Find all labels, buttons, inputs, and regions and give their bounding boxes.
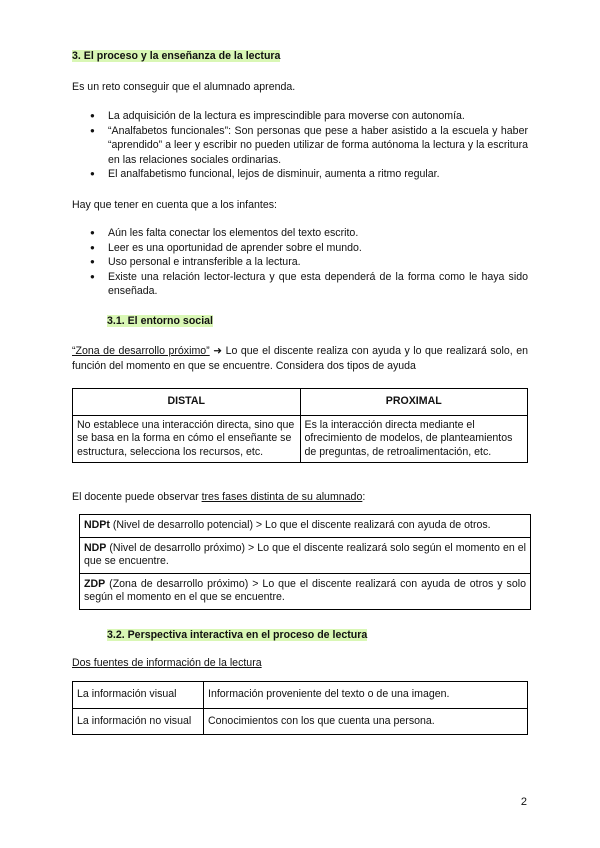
- phase-abbr: ZDP: [84, 577, 106, 590]
- page-number: 2: [520, 796, 527, 808]
- row-value: Conocimientos con los que cuenta una persona.: [204, 708, 528, 735]
- section-3-intro: Es un reto conseguir que el alumnado aprenda.: [72, 81, 296, 93]
- list-item: ● Existe una relación lector-lectura y que esta dependerá de la forma como le haya sido enseñada.: [90, 270, 528, 299]
- header-proximal: PROXIMAL: [300, 389, 528, 416]
- table-row: [73, 708, 528, 735]
- info-sources-table: [72, 681, 528, 735]
- header-distal: DISTAL: [73, 389, 301, 416]
- phase-text: (Nivel de desarrollo potencial) > Lo que el discente realizará con ayuda de otros.: [109, 519, 491, 531]
- arrow-icon: ➜: [213, 345, 223, 357]
- info-sources-title: Dos fuentes de información de la lectura: [72, 657, 262, 669]
- section-3-2-heading: [107, 629, 367, 641]
- zdp-definition: [72, 344, 528, 373]
- phase-abbr: NDP: [84, 541, 107, 554]
- zdp-text: Lo que el discente realiza con ayuda y lo que realizará solo, en función del momento en que se encuentre. Considera dos tipos de ayuda: [72, 345, 528, 372]
- table-row: [73, 415, 528, 463]
- phases-intro: [72, 490, 365, 505]
- phases-intro-underlined: tres fases distinta de su alumnado: [201, 491, 363, 503]
- phase-ndpt: [80, 515, 530, 538]
- row-label: La información visual: [73, 682, 204, 709]
- phase-ndp: [80, 538, 530, 574]
- help-types-table: [72, 388, 528, 463]
- zdp-term: “Zona de desarrollo próximo”: [72, 345, 210, 357]
- section-3-2-heading-text: 3.2. Perspectiva interactiva en el proceso de lectura: [107, 629, 368, 641]
- list-item: ● La adquisición de la lectura es imprescindible para moverse con autonomía.: [90, 109, 528, 124]
- section-3-1-heading: [107, 315, 213, 327]
- phases-box: [79, 514, 531, 610]
- bullet-list-2: [90, 226, 528, 299]
- list-item: ● El analfabetismo funcional, lejos de disminuir, aumenta a ritmo regular.: [90, 167, 528, 182]
- row-value: Información proveniente del texto o de una imagen.: [204, 682, 528, 709]
- phase-zdp: [80, 574, 530, 609]
- list-item: ● Uso personal e intransferible a la lectura.: [90, 255, 528, 270]
- section-3-heading: [72, 50, 280, 62]
- cell-proximal: Es la interacción directa mediante el ofrecimiento de modelos, de planteamientos de preguntas, de retroalimentación, etc.: [300, 415, 528, 463]
- list-item: ● Aún les falta conectar los elementos del texto escrito.: [90, 226, 528, 241]
- row-label: La información no visual: [73, 708, 204, 735]
- list-item: ● Leer es una oportunidad de aprender sobre el mundo.: [90, 241, 528, 256]
- phase-text: (Nivel de desarrollo próximo) > Lo que el discente realizará solo según el momento en el que se encuentre.: [84, 541, 526, 567]
- phases-intro-suffix: :: [362, 491, 366, 503]
- table-header-row: [73, 389, 528, 416]
- phase-abbr: NDPt: [84, 519, 110, 531]
- phases-intro-prefix: El docente puede observar: [72, 491, 202, 503]
- section-3-intro-2: Hay que tener en cuenta que a los infantes:: [72, 199, 277, 211]
- bullet-list-1: [90, 109, 528, 182]
- list-item: ● “Analfabetos funcionales”: Son personas que pese a haber asistido a la escuela y haber “aprendido” a leer y escribir no pueden utilizar de forma autónoma la lectura y la escritura en las relaciones sociales ordinarias.: [90, 124, 528, 168]
- cell-distal: No establece una interacción directa, sino que se basa en la forma en cómo el enseñante se estructura, selecciona los recursos, etc.: [73, 415, 301, 463]
- table-row: [73, 682, 528, 709]
- section-3-2-subheading: [72, 656, 262, 671]
- section-3-1-heading-text: 3.1. El entorno social: [107, 315, 213, 327]
- phase-text: (Zona de desarrollo próximo) > Lo que el discente realizará con ayuda de otros y solo según el momento en el que se encuentre.: [84, 577, 526, 603]
- section-3-heading-text: 3. El proceso y la enseñanza de la lectura: [72, 50, 281, 62]
